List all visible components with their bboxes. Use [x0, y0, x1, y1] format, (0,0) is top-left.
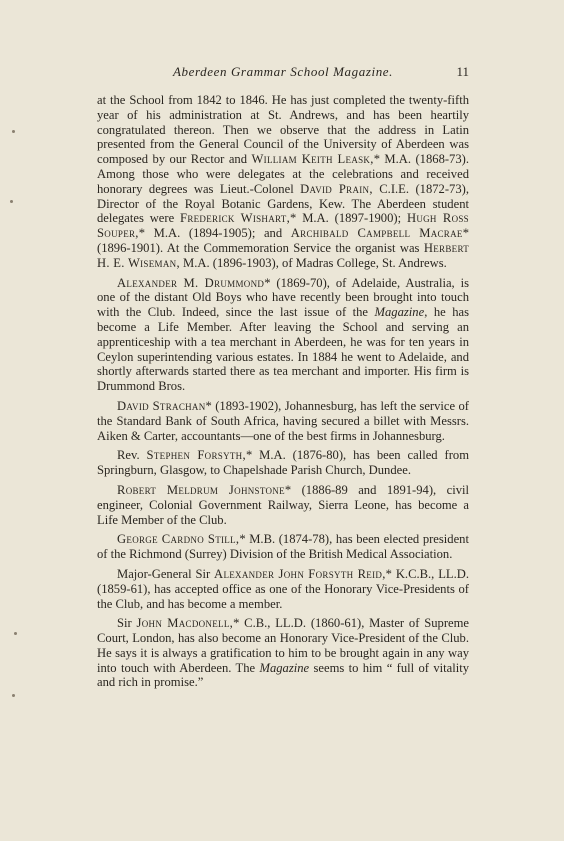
text-run: Sir — [117, 616, 137, 631]
text-run: * M.A. (1876-80), has been called from Springburn, Glasgow, to Chapelshade Parish Church, Dundee. — [97, 448, 469, 478]
person-name: George Cardno Still, — [117, 532, 240, 547]
text-run: * M.A. (1897-1900); — [290, 211, 407, 226]
text-run: * (1869-70), of Adelaide, Australia, is one of the distant Old Boys who have recently been brought into touch with the Club. Indeed, since the last issue of the — [97, 275, 470, 320]
person-name: David Strachan — [117, 398, 206, 413]
paper-speck — [10, 200, 13, 203]
person-name: Alexander John Forsyth Reid, — [214, 566, 386, 581]
person-name: Herbert H. E. Wiseman, — [97, 240, 469, 270]
article-body — [97, 93, 469, 695]
text-run: at the School from 1842 to 1846. He has just completed the twenty-fifth year of his administration at St. Andrews, and has been heartily congratulated thereon. Then we observe that the address in Latin presented from the General Council of the University of Aberdeen was composed by our Rector and — [97, 93, 469, 167]
person-name: William Keith Leask, — [251, 152, 374, 167]
paragraph — [97, 448, 469, 478]
person-name: Robert Meldrum Johnstone — [117, 482, 285, 497]
text-run: * (1886-89 and 1891-94), civil engineer, Colonial Government Railway, Sierra Leone, has become a Life Member of the Club. — [97, 482, 469, 527]
paragraph — [97, 483, 469, 527]
person-name: Frederick Wishart, — [180, 211, 291, 226]
text-run: , he has become a Life Member. After leaving the School and serving an apprenticeship with a tea merchant in Aberdeen, he was for ten years in Ceylon superintending various estates. In 1884 he went to Adelaide, and shortly afterwards started there as tea merchant and importer. His firm is Drummond Bros. — [97, 305, 469, 394]
text-run: * K.C.B., LL.D. (1859-61), has accepted office as one of the Honorary Vice-Presidents of the Club, and has become a member. — [97, 566, 469, 611]
text-run: Rev. — [117, 448, 147, 463]
text-run: M.A. (1896-1903), of Madras College, St. Andrews. — [179, 255, 447, 270]
text-run: Major-General Sir — [117, 566, 215, 581]
text-run: * M.B. (1874-78), has been elected president of the Richmond (Surrey) Division of the British Medical Association. — [97, 532, 469, 562]
text-run: * (1896-1901). At the Commemoration Service the organist was — [97, 226, 469, 255]
person-name: David Prain, — [300, 181, 373, 196]
page-number: 11 — [456, 64, 469, 79]
person-name: Stephen Forsyth, — [146, 448, 246, 463]
paper-speck — [12, 694, 15, 697]
paragraph — [97, 616, 469, 690]
text-run: * M.A. (1868-73). Among those who were delegates at the celebrations and received honorary degrees was Lieut.-Colonel — [97, 152, 469, 196]
italic-text: Magazine — [259, 660, 310, 675]
running-header — [97, 64, 469, 82]
paper-speck — [12, 130, 15, 133]
paragraph — [97, 93, 469, 271]
text-run: * M.A. (1894-1905); and — [138, 226, 291, 241]
paragraph — [97, 567, 469, 611]
paragraph — [97, 276, 469, 394]
person-name: Hugh Ross Souper, — [97, 211, 469, 241]
italic-text: Magazine — [374, 305, 425, 320]
paragraph — [97, 532, 469, 562]
running-title: Aberdeen Grammar School Magazine. — [172, 64, 394, 79]
text-run: seems to him “ full of vitality and rich in promise.” — [97, 660, 469, 690]
text-run: * C.B., LL.D. (1860-61), Master of Supreme Court, London, has also become an Honorary Vice-President of the Club. He says it is always a gratification to him to be brought again in any way into touch with Aberdeen. The — [97, 616, 470, 675]
person-name: Alexander M. Drummond — [117, 275, 265, 290]
paper-speck — [14, 632, 17, 635]
text-run: * (1893-1902), Johannesburg, has left the service of the Standard Bank of South Africa, having secured a billet with Messrs. Aiken & Carter, accountants—one of the best firms in Johannesburg. — [97, 398, 469, 443]
person-name: Archibald Campbell Macrae — [290, 226, 463, 241]
paragraph — [97, 399, 469, 443]
person-name: John Macdonell, — [136, 616, 234, 631]
text-run: C.I.E. (1872-73), Director of the Royal Botanic Gardens, Kew. The Aberdeen student delegates were — [97, 181, 469, 226]
